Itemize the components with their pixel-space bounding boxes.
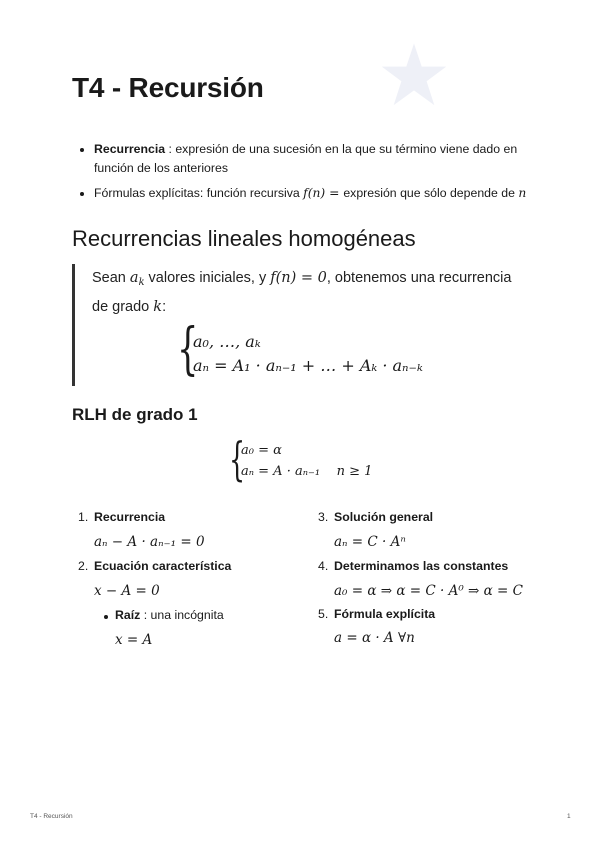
step-4 — [318, 559, 508, 573]
formula-lead-text: Fórmulas explícitas: función recursiva — [94, 186, 304, 200]
definition-text: : expresión de una sucesión en la que su término viene dado en función de los anteriores — [94, 142, 518, 175]
page-number: 1 — [567, 813, 571, 820]
system-line-1: a₀, …, aₖ — [193, 332, 261, 351]
math-a: a — [129, 270, 139, 286]
subsection-title: RLH de grado 1 — [72, 405, 198, 424]
step-number: 5. — [318, 607, 329, 621]
quote-text-part: Sean — [92, 270, 130, 286]
step-2-formula: x − A = 0 — [94, 583, 160, 599]
step-number: 3. — [318, 510, 329, 524]
step-3-formula: aₙ = C · Aⁿ — [334, 534, 406, 550]
formula-mid-text: expresión que sólo depende de — [343, 186, 519, 200]
step-4-formula: a₀ = α ⇒ α = C · A⁰ ⇒ α = C — [334, 583, 523, 599]
rlh-recurrence: aₙ = A · aₙ₋₁ — [241, 464, 321, 479]
rlh-line-1: a₀ = α — [241, 443, 282, 458]
footer-title: T4 - Recursión — [30, 813, 73, 820]
quote-text-part: valores iniciales, y — [144, 270, 271, 286]
step-1-formula: aₙ − A · aₙ₋₁ = 0 — [94, 534, 205, 550]
math-var: n — [518, 186, 527, 200]
rlh-line-2 — [241, 464, 372, 479]
step-label: Recurrencia — [94, 510, 166, 524]
step-label: Determinamos las constantes — [334, 559, 509, 573]
root-term: Raíz — [115, 608, 141, 622]
step-2 — [78, 559, 231, 573]
bullet-dot — [104, 615, 108, 619]
term-recurrencia: Recurrencia — [94, 142, 166, 156]
brace-icon: { — [229, 432, 246, 486]
quote-text — [92, 266, 522, 319]
step-5-formula: a = α · A ∀n — [334, 630, 415, 646]
rlh-condition: n ≥ 1 — [336, 464, 373, 479]
step-number: 4. — [318, 559, 329, 573]
quote-text-part: : — [162, 298, 167, 315]
list-item — [72, 184, 542, 203]
step-number: 2. — [78, 559, 89, 573]
brace-icon: { — [177, 317, 199, 382]
step-label: Ecuación característica — [94, 559, 232, 573]
step-label: Fórmula explícita — [334, 607, 436, 621]
quote-text-part: , obtenemos una recurrencia de grado — [92, 270, 512, 315]
star-watermark-icon — [379, 40, 449, 110]
step-2-sub-item — [115, 608, 224, 622]
math-k: k — [153, 298, 163, 315]
math-sub-k: k — [138, 276, 145, 288]
math-fn-zero: f(n) = 0 — [270, 270, 327, 286]
step-3 — [318, 510, 433, 524]
page-title: T4 - Recursión — [72, 72, 264, 103]
math-ak — [130, 270, 145, 286]
list-item — [72, 140, 542, 178]
root-text: : una incógnita — [140, 608, 224, 622]
definition-list — [72, 140, 542, 209]
step-label: Solución general — [334, 510, 434, 524]
step-1 — [78, 510, 165, 524]
math-fn: f(n) = — [303, 186, 344, 200]
step-5 — [318, 607, 435, 621]
root-formula: x = A — [115, 632, 153, 648]
definition-blockquote — [72, 264, 535, 386]
system-line-2: aₙ = A₁ · aₙ₋₁ + … + Aₖ · aₙ₋ₖ — [193, 356, 423, 375]
step-number: 1. — [78, 510, 89, 524]
section-title: Recurrencias lineales homogéneas — [72, 226, 416, 251]
